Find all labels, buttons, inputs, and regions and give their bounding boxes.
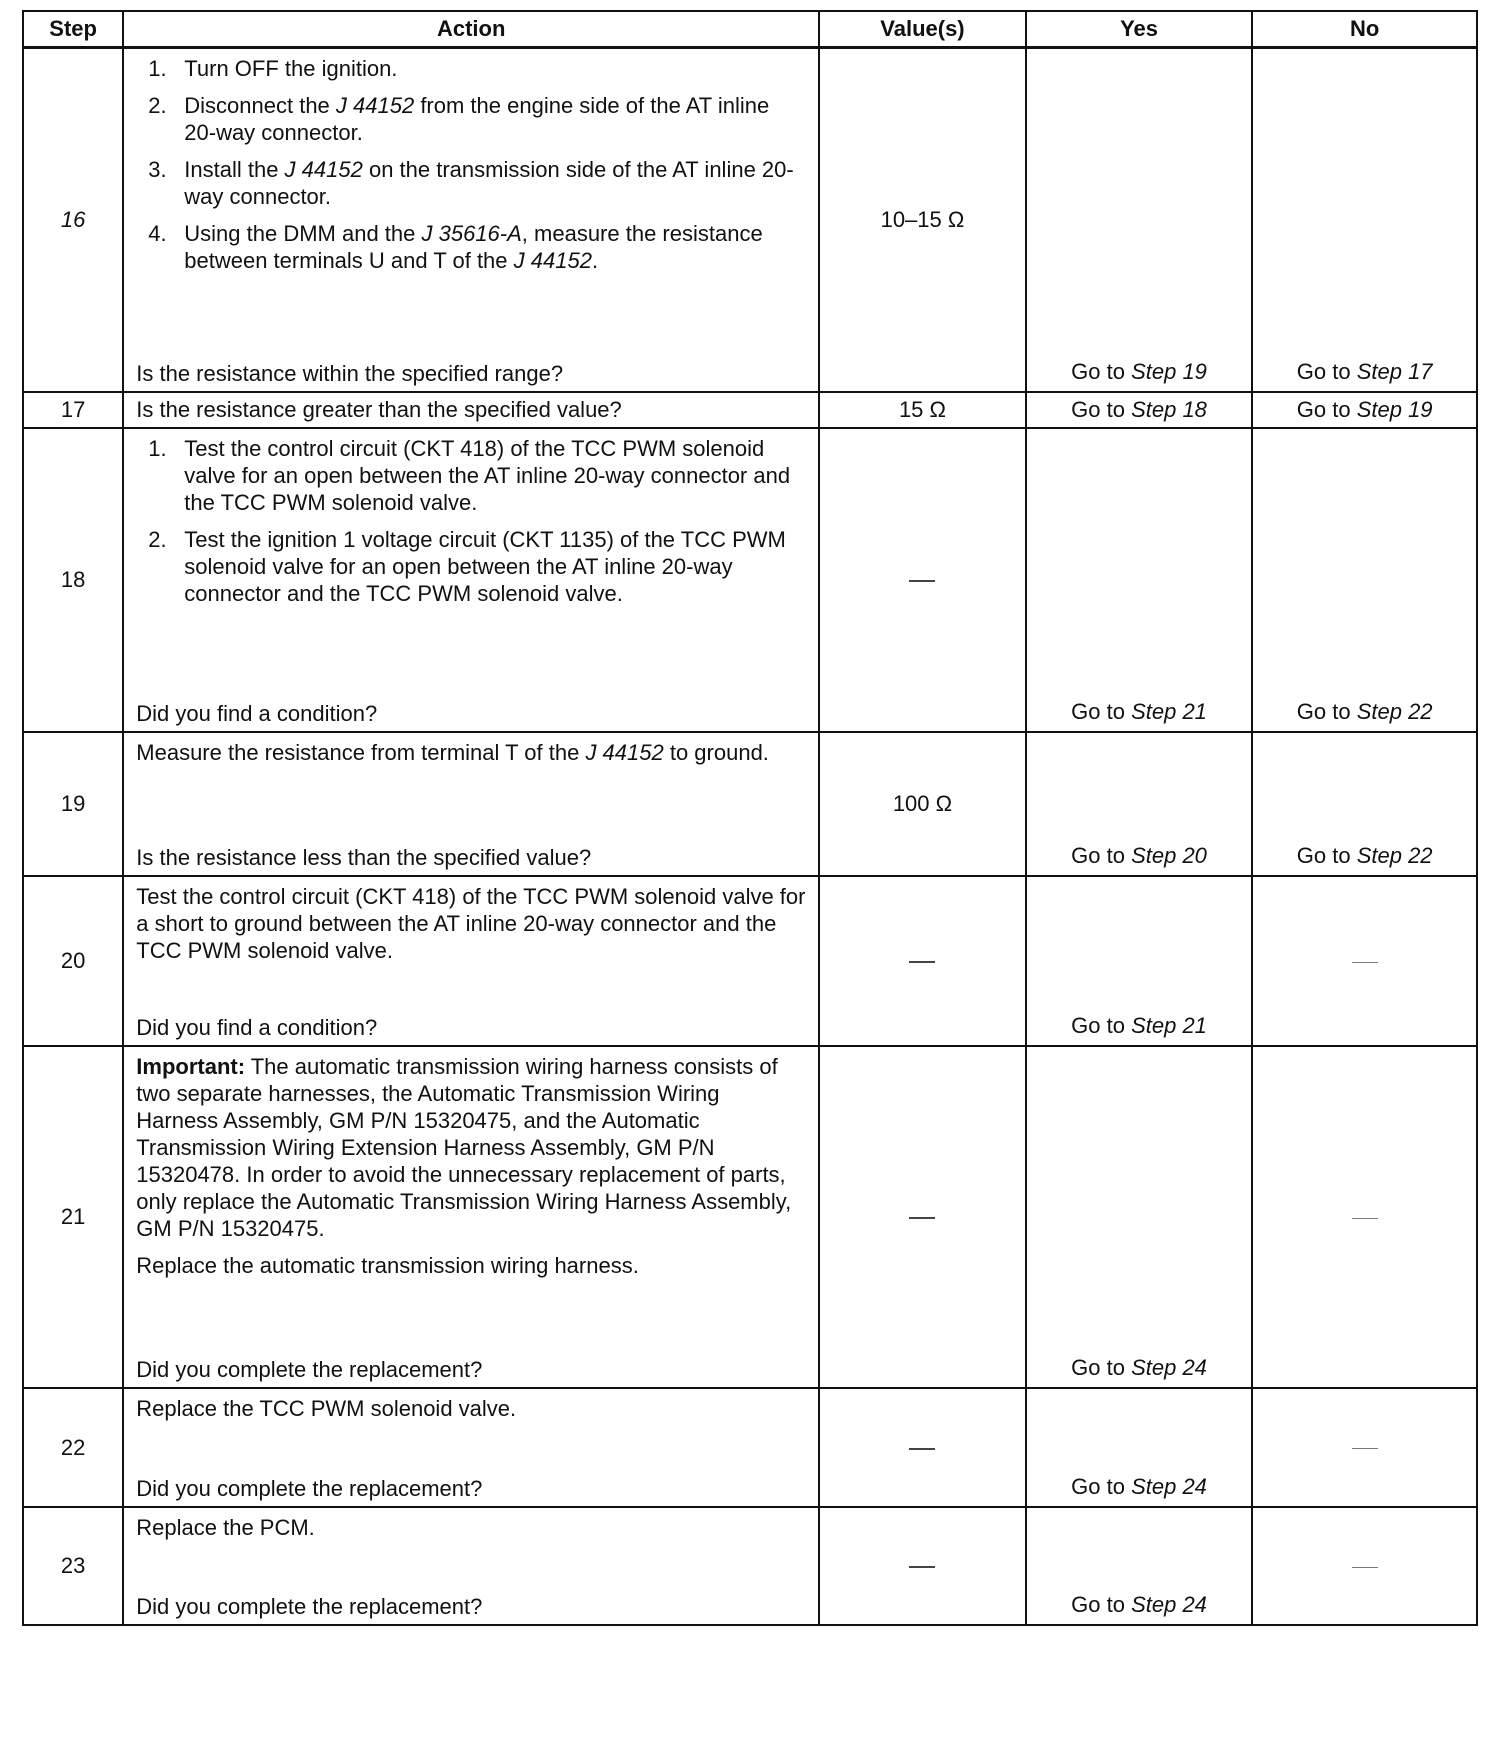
yes-cell: Go to Step 24 [1026,1388,1253,1507]
yes-cell: Go to Step 21 [1026,876,1253,1046]
no-cell: Go to Step 19 [1252,392,1477,428]
dash-mark [909,580,935,582]
action-cell [123,1507,819,1625]
header-yes: Yes [1026,11,1253,48]
action-text: Replace the PCM. [136,1515,315,1540]
table-row-step-22 [23,1388,1477,1507]
header-action: Action [123,11,819,48]
dash-mark [1352,1448,1378,1449]
dash-mark [1352,962,1378,963]
action-question: Is the resistance less than the specified value? [136,845,592,870]
yes-cell: Go to Step 24 [1026,1046,1253,1388]
yes-cell: Go to Step 19 [1026,48,1253,393]
dash-mark [909,1217,935,1219]
action-cell [123,392,819,428]
header-step: Step [23,11,123,48]
action-step: 2. Test the ignition 1 voltage circuit (CKT 1135) of the TCC PWM solenoid valve for an open between the AT inline 20-way connector and the TCC PWM solenoid valve. [148,527,786,606]
action-cell [123,1388,819,1507]
value-cell: 100 Ω [819,732,1026,876]
action-text: Replace the TCC PWM solenoid valve. [136,1396,517,1421]
action-text: Measure the resistance from terminal T of the J 44152 to ground. [136,740,769,765]
no-cell: Go to Step 17 [1252,48,1477,393]
dash-mark [1352,1218,1378,1219]
step-number: 20 [23,876,123,1046]
step-number: 16 [23,48,123,393]
table-row-step-16 [23,48,1477,393]
value-cell [819,1507,1026,1625]
diagnostic-table [22,10,1478,1626]
action-question: Did you complete the replacement? [136,1357,483,1382]
important-note: Important: The automatic transmission wiring harness consists of two separate harnesses, the Automatic Transmission Wiring Harness Assembly, GM P/N 15320475, and the Automatic Transmission Wiring Extension Harness Assembly, GM P/N 15320478. In order to avoid the unnecessary replacement of parts, only replace the Automatic Transmission Wiring Harness Assembly, GM P/N 15320475. [136,1054,792,1241]
value-cell: 10–15 Ω [819,48,1026,393]
table-row-step-18 [23,428,1477,732]
action-step: 3. Install the J 44152 on the transmission side of the AT inline 20-way connector. [148,157,794,209]
no-cell [1252,1046,1477,1388]
table-row-step-20 [23,876,1477,1046]
action-cell [123,876,819,1046]
value-cell [819,876,1026,1046]
value-cell [819,428,1026,732]
header-row [23,11,1477,48]
action-cell [123,428,819,732]
step-number: 21 [23,1046,123,1388]
diagnostic-table-page [22,10,1478,1626]
step-number: 22 [23,1388,123,1507]
important-label: Important: [136,1054,246,1079]
yes-cell: Go to Step 24 [1026,1507,1253,1625]
action-question: Did you find a condition? [136,1015,378,1040]
action-question: Did you complete the replacement? [136,1594,483,1619]
value-cell [819,1388,1026,1507]
action-question: Is the resistance greater than the specified value? [136,397,622,422]
step-number: 17 [23,392,123,428]
action-step: 4. Using the DMM and the J 35616-A, measure the resistance between terminals U and T of the J 44152. [148,221,763,273]
no-cell: Go to Step 22 [1252,732,1477,876]
header-no: No [1252,11,1477,48]
action-question: Did you complete the replacement? [136,1476,483,1501]
table-row-step-21 [23,1046,1477,1388]
action-steps [136,55,806,274]
no-cell [1252,1507,1477,1625]
yes-cell: Go to Step 20 [1026,732,1253,876]
no-cell [1252,1388,1477,1507]
step-number: 18 [23,428,123,732]
action-text: Replace the automatic transmission wiring harness. [136,1253,639,1278]
action-cell [123,732,819,876]
yes-cell: Go to Step 21 [1026,428,1253,732]
no-cell: Go to Step 22 [1252,428,1477,732]
action-question: Is the resistance within the specified range? [136,361,564,386]
header-values: Value(s) [819,11,1026,48]
dash-mark [909,961,935,963]
table-row-step-23 [23,1507,1477,1625]
step-number: 23 [23,1507,123,1625]
step-number: 19 [23,732,123,876]
action-cell [123,48,819,393]
value-cell [819,1046,1026,1388]
action-step: 2. Disconnect the J 44152 from the engine side of the AT inline 20-way connector. [148,93,770,145]
value-cell: 15 Ω [819,392,1026,428]
action-text: Test the control circuit (CKT 418) of the TCC PWM solenoid valve for a short to ground between the AT inline 20-way connector and the TCC PWM solenoid valve. [136,884,806,963]
action-step: 1. Turn OFF the ignition. [148,56,398,81]
dash-mark [909,1566,935,1568]
action-cell [123,1046,819,1388]
action-steps [136,435,806,607]
action-step: 1. Test the control circuit (CKT 418) of the TCC PWM solenoid valve for an open between the AT inline 20-way connector and the TCC PWM solenoid valve. [148,436,791,515]
yes-cell: Go to Step 18 [1026,392,1253,428]
table-row-step-17 [23,392,1477,428]
table-row-step-19 [23,732,1477,876]
dash-mark [909,1448,935,1450]
action-question: Did you find a condition? [136,701,378,726]
dash-mark [1352,1567,1378,1568]
no-cell [1252,876,1477,1046]
